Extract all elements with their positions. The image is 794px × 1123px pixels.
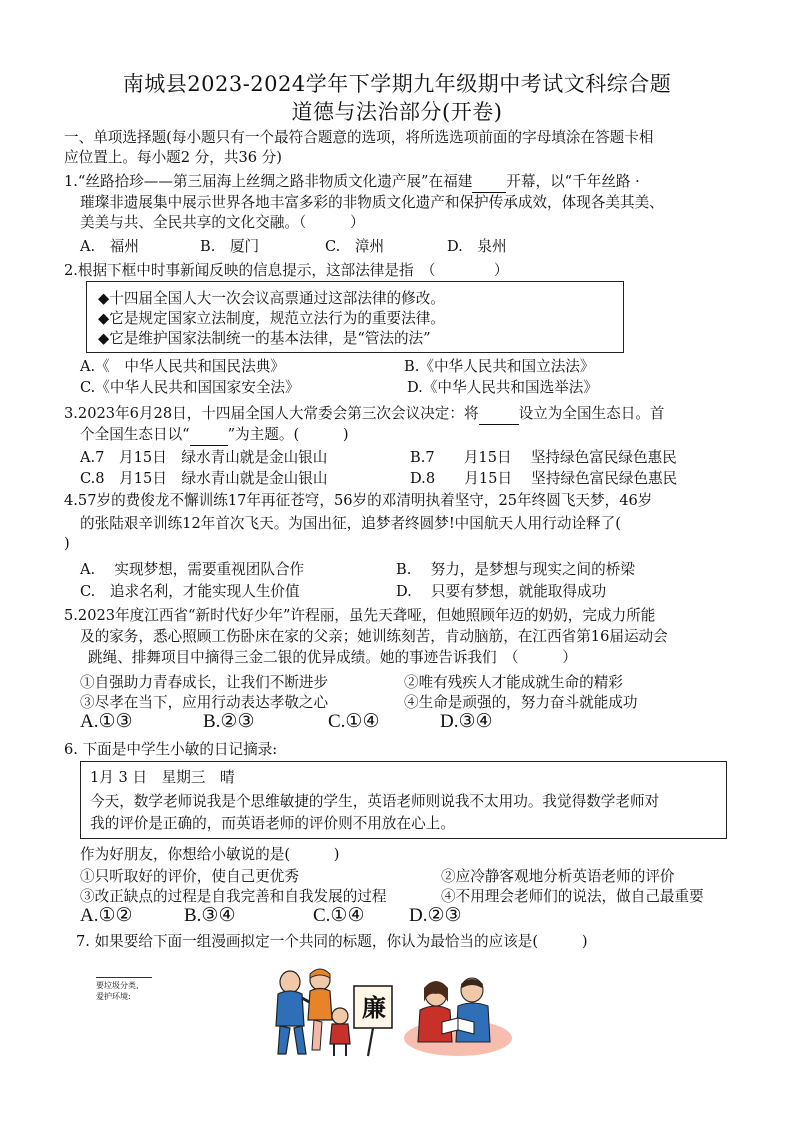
q1-stem-part-a: 1.“丝路拾珍——第三届海上丝绸之路非物质文化遗产展”在福建 <box>64 173 473 190</box>
q2-option-a: A.《 中华人民共和国民法典》 <box>80 358 285 375</box>
q5-option-d: D.③④ <box>440 711 493 732</box>
q2-option-d: D.《中华人民共和国选举法》 <box>407 379 598 396</box>
q1-stem-line2: 璀璨非遗展集中展示世界各地丰富多彩的非物质文化遗产和保护传承成效，体现各美其美、 <box>80 194 664 211</box>
q6-option-a: A.①② <box>80 905 133 926</box>
q7-note-rule <box>96 977 152 978</box>
q6-option-d: D.②③ <box>409 905 462 926</box>
q2-box-line3: ◆它是维护国家法制统一的基本法律，是“管法的法” <box>98 330 431 347</box>
q3-answer-blank-1 <box>479 404 519 425</box>
q5-option-a: A.①③ <box>80 711 133 732</box>
q2-option-c: C.《中华人民共和国国家安全法》 <box>80 379 300 396</box>
q3-answer-blank-2 <box>190 425 228 446</box>
q3-stem-part-a: 3.2023年6月28日，十四届全国人大常委会第三次会议决定：将 <box>64 405 479 422</box>
q3-stem-part-b: 设立为全国生态日。首 <box>518 405 665 422</box>
q1-option-b: B. 厦门 <box>200 238 260 255</box>
q4-option-c: C. 追求名利，才能实现人生价值 <box>80 583 300 600</box>
q5-statement-3: ③尽孝在当下，应用行动表达孝敬之心 <box>80 694 329 711</box>
q6-question: 作为好朋友，你想给小敏说的是( ) <box>80 846 340 863</box>
q7-cartoon-1 <box>268 964 400 1062</box>
q6-statement-4: ④不用理会老师们的说法，做自己最重要 <box>441 888 704 905</box>
q4-stem-line3: ) <box>64 535 70 552</box>
q4-stem-line1: 4.57岁的费俊龙不懈训练17年再征苍穹，56岁的邓清明执着坚守，25年终圆飞天梦，46岁 <box>64 492 653 509</box>
q6-diary-line2: 我的评价是正确的，而英语老师的评价则不用放在心上。 <box>90 815 455 832</box>
q6-option-c: C.①④ <box>313 905 365 926</box>
q4-option-d: D. 只要有梦想，就能取得成功 <box>396 583 607 600</box>
q5-statement-1: ①自强助力青春成长，让我们不断进步 <box>80 674 329 691</box>
q1-option-d: D. 泉州 <box>447 238 507 255</box>
q5-statement-2: ②唯有残疾人才能成就生命的精彩 <box>404 674 623 691</box>
q3-stem-part-c: 个全国生态日以“ <box>80 426 190 443</box>
q5-stem-line2: 及的家务，悉心照顾工伤卧床在家的父亲；她训练刻苦，肯动脑筋，在江西省第16届运动会 <box>80 628 668 645</box>
q2-stem: 2.根据下框中时事新闻反映的信息提示，这部法律是指 （ ） <box>64 262 509 279</box>
q5-statement-4: ④生命是顽强的，努力奋斗就能成功 <box>404 694 638 711</box>
exam-title: 南城县2023-2024学年下学期九年级期中考试文科综合题 <box>122 72 672 96</box>
q3-stem-line2 <box>80 425 349 446</box>
q7-cartoon-2 <box>402 972 514 1062</box>
q1-stem-line3: 美美与共、全民共享的文化交融。（ ） <box>80 214 365 231</box>
exam-subtitle: 道德与法治部分(开卷) <box>291 100 503 124</box>
cartoon-sign-text: 廉 <box>362 993 386 1022</box>
q2-box-line1: ◆十四届全国人大一次会议高票通过这部法律的修改。 <box>98 290 445 307</box>
q7-stem: 7. 如果要给下面一组漫画拟定一个共同的标题，你认为最恰当的应该是( ) <box>76 933 588 950</box>
q4-option-a: A. 实现梦想，需要重视团队合作 <box>80 561 305 578</box>
q1-answer-blank <box>472 172 506 193</box>
q4-option-b: B. 努力，是梦想与现实之间的桥梁 <box>396 561 635 578</box>
q6-statement-3: ③改正缺点的过程是自我完善和自我发展的过程 <box>80 888 387 905</box>
q1-stem-part-b: 开幕，以“千年丝路 · <box>506 173 640 190</box>
cartoon-2-drawing <box>402 972 514 1058</box>
q3-option-d: D.8 月15日 坚持绿色富民绿色惠民 <box>410 470 678 487</box>
q5-stem-line3: 跳绳、排舞项目中摘得三金二银的优异成绩。她的事迹告诉我们 （ ） <box>88 649 577 666</box>
q6-statement-2: ②应冷静客观地分析英语老师的评价 <box>441 868 675 885</box>
q6-stem: 6. 下面是中学生小敏的日记摘录: <box>64 741 278 758</box>
section-heading-line2: 应位置上。每小题2 分，共36 分) <box>64 149 282 166</box>
q4-stem-line2: 的张陆艰辛训练12年首次飞天。为国出征，追梦者终圆梦!中国航天人用行动诠释了( <box>80 515 621 532</box>
q1-option-a: A. 福州 <box>80 238 139 255</box>
q6-option-b: B.③④ <box>184 905 236 926</box>
q5-option-c: C.①④ <box>328 711 380 732</box>
q3-option-a: A.7 月15日 绿水青山就是金山银山 <box>80 449 328 466</box>
q6-diary-line1: 今天，数学老师说我是个思维敏捷的学生，英语老师则说我不太用功。我觉得数学老师对 <box>90 793 660 810</box>
q2-option-b: B.《中华人民共和国立法法》 <box>404 358 595 375</box>
cartoon-1-drawing <box>268 964 400 1058</box>
q6-diary-date: 1月 3 日 星期三 晴 <box>90 769 235 786</box>
q3-stem-line1 <box>64 404 665 425</box>
q5-stem-line1: 5.2023年度江西省“新时代好少年”许程丽，虽先天聋哑，但她照顾年迈的奶奶，完成力所能 <box>64 607 656 624</box>
q6-statement-1: ①只听取好的评价，使自己更优秀 <box>80 868 299 885</box>
q3-option-b: B.7 月15日 坚持绿色富民绿色惠民 <box>410 449 677 466</box>
q3-option-c: C.8 月15日 绿水青山就是金山银山 <box>80 470 328 487</box>
q3-stem-part-d: ”为主题。( ) <box>227 426 349 443</box>
q7-cartoon-note-line2: 爱护环境: <box>96 992 131 1001</box>
section-heading-line1: 一、单项选择题(每小题只有一个最符合题意的选项，将所选选项前面的字母填涂在答题卡相 <box>64 129 654 146</box>
q2-box-line2: ◆它是规定国家立法制度，规范立法行为的重要法律。 <box>98 310 445 327</box>
q1-option-c: C. 漳州 <box>325 238 385 255</box>
q1-stem-line1 <box>64 172 640 193</box>
q7-cartoon-note-line1: 要垃圾分类, <box>96 981 139 990</box>
q5-option-b: B.②③ <box>203 711 255 732</box>
